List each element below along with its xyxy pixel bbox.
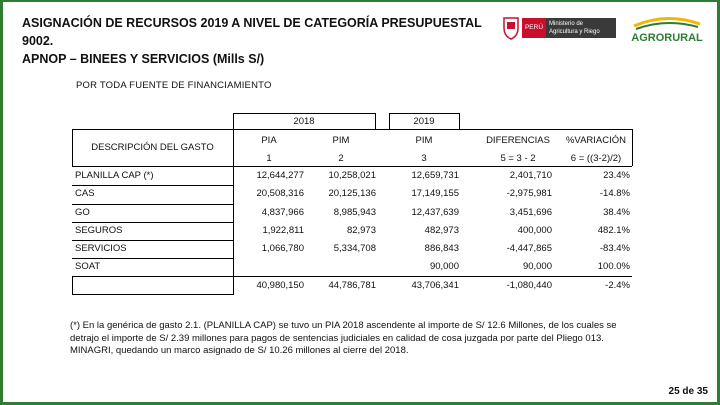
row-line xyxy=(72,222,233,223)
row-pim-2019: 886,843 xyxy=(424,243,459,254)
row-line xyxy=(72,258,233,259)
row-diferencia: 2,401,710 xyxy=(509,170,552,181)
row-pia: 1,066,780 xyxy=(261,243,304,254)
year2019-box-right xyxy=(459,113,460,129)
row-variacion: 482.1% xyxy=(597,225,630,236)
col-code-1: 1 xyxy=(266,153,272,164)
row-pim-2019: 90,000 xyxy=(429,261,459,272)
row-desc: GO xyxy=(75,207,90,218)
row-pia: 20,508,316 xyxy=(256,188,304,199)
col-code-6: 6 = ((3-2)/2) xyxy=(570,153,622,164)
header-top-line xyxy=(72,129,632,130)
total-top-line xyxy=(72,276,632,277)
year-2018-label: 2018 xyxy=(293,116,315,127)
row-line xyxy=(72,204,233,205)
row-diferencia: 3,451,696 xyxy=(509,207,552,218)
row-pim-2019: 12,437,639 xyxy=(411,207,459,218)
year-2019-label: 2019 xyxy=(413,116,435,127)
row-diferencia: -2,975,981 xyxy=(506,188,552,199)
year2019-box-top xyxy=(389,113,459,114)
frame-left xyxy=(0,0,3,405)
title-line-2: APNOP – BINEES Y SERVICIOS (Mills S/) xyxy=(22,52,265,66)
total-variacion: -2.4% xyxy=(605,280,630,291)
year-box-top xyxy=(233,113,375,114)
row-variacion: 23.4% xyxy=(603,170,630,181)
logo-ministry: Ministerio de Agricultura y Riego xyxy=(546,18,616,38)
row-variacion: -83.4% xyxy=(599,243,630,254)
row-diferencia: -4,447,865 xyxy=(506,243,552,254)
row-pia: 4,837,966 xyxy=(261,207,304,218)
row-pim-2018: 5,334,708 xyxy=(333,243,376,254)
header-right-border xyxy=(632,129,633,166)
row-pim-2018: 10,258,021 xyxy=(328,170,376,181)
peru-shield-icon xyxy=(502,16,520,40)
col-code-3: 3 xyxy=(421,153,427,164)
frame-top xyxy=(0,0,720,2)
total-left-border xyxy=(72,276,73,295)
row-diferencia: 90,000 xyxy=(522,261,552,272)
row-pim-2019: 12,659,731 xyxy=(411,170,459,181)
col-header-variacion: %VARIACIÓN xyxy=(565,135,626,146)
row-desc: CAS xyxy=(75,188,95,199)
header-bottom-line xyxy=(72,166,632,167)
row-line xyxy=(72,185,233,186)
row-pim-2018: 82,973 xyxy=(346,225,376,236)
total-bottom-line xyxy=(72,294,233,295)
row-pim-2018: 8,985,943 xyxy=(333,207,376,218)
col-header-pim-2019: PIM xyxy=(415,135,433,146)
agrorural-logo-icon xyxy=(626,14,708,44)
title-line-1: ASIGNACIÓN DE RECURSOS 2019 A NIVEL DE CATEGORÍA PRESUPUESTAL 9002. xyxy=(22,16,482,48)
col-header-pim-2018: PIM xyxy=(332,135,350,146)
total-pim-2018: 44,786,781 xyxy=(328,280,376,291)
col-code-2: 2 xyxy=(338,153,344,164)
page-title xyxy=(22,14,502,68)
desc-header: DESCRIPCIÓN DEL GASTO xyxy=(91,142,214,153)
logo-peru: PERÚ xyxy=(522,18,546,38)
total-diferencia: -1,080,440 xyxy=(506,280,552,291)
row-line xyxy=(72,240,233,241)
row-variacion: 100.0% xyxy=(597,261,630,272)
row-desc: SOAT xyxy=(75,261,101,272)
year-box-right xyxy=(375,113,376,129)
row-desc: SERVICIOS xyxy=(75,243,127,254)
row-pim-2018: 20,125,136 xyxy=(328,188,376,199)
logo-agro-text: AGRORURAL xyxy=(631,32,703,44)
subtitle: POR TODA FUENTE DE FINANCIAMIENTO xyxy=(76,80,272,91)
row-desc: SEGUROS xyxy=(75,225,123,236)
total-pia: 40,980,150 xyxy=(256,280,304,291)
row-pia: 12,644,277 xyxy=(256,170,304,181)
col-code-5: 5 = 3 - 2 xyxy=(500,153,536,164)
row-pim-2019: 482,973 xyxy=(424,225,459,236)
col-header-pia: PIA xyxy=(261,135,277,146)
footnote: (*) En la genérica de gasto 2.1. (PLANILLA CAP) se tuvo un PIA 2018 ascendente al importe de S/ 12.6 Millones, de los cuales se detrajo el importe de S/ 2.39 millones para pagos de sentencias judiciales en calidad de cosa juzgada por parte del Pliego 013. MINAGRI, quedando un marco asignado de S/ 10.26 millones al cierre del 2018. xyxy=(70,320,617,356)
col-header-diferencias: DIFERENCIAS xyxy=(486,135,550,146)
row-pim-2019: 17,149,155 xyxy=(411,188,459,199)
row-desc: PLANILLA CAP (*) xyxy=(75,170,154,181)
page-number: 25 de 35 xyxy=(668,386,708,397)
row-variacion: -14.8% xyxy=(599,188,630,199)
total-pim-2019: 43,706,341 xyxy=(411,280,459,291)
row-pia: 1,922,811 xyxy=(262,225,304,236)
row-diferencia: 400,000 xyxy=(517,225,552,236)
row-variacion: 38.4% xyxy=(603,207,630,218)
logo-bar xyxy=(500,14,710,48)
